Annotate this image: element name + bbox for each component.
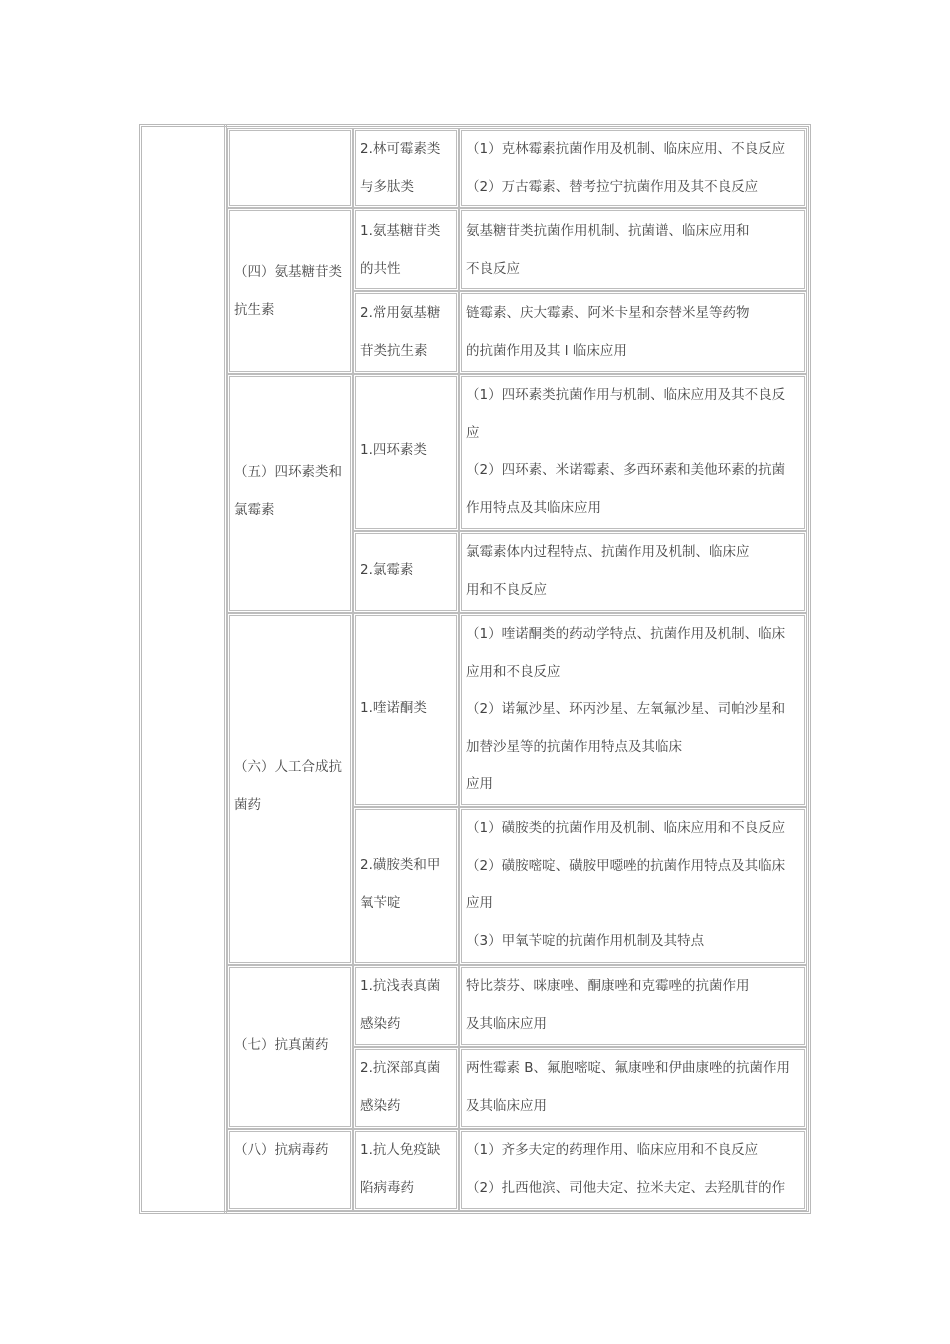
text-line: 2.常用氨基糖 <box>360 305 441 321</box>
content-cell <box>459 1047 807 1129</box>
text-line: 应 <box>466 424 480 441</box>
text-line: （3）甲氧苄啶的抗菌作用机制及其特点 <box>466 932 705 949</box>
text-line: 氧苄啶 <box>360 894 401 911</box>
text-line: 特比萘芬、咪康唑、酮康唑和克霉唑的抗菌作用 <box>466 978 750 994</box>
content-cell <box>459 208 807 291</box>
text-line: （六）人工合成抗 <box>234 759 342 775</box>
content-cell <box>459 128 807 208</box>
text-line: （八）抗病毒药 <box>234 1142 329 1158</box>
text-line: 苷类抗生素 <box>360 342 428 359</box>
content-cell <box>459 531 807 613</box>
text-line: 及其临床应用 <box>466 1097 547 1114</box>
text-line: （2）万古霉素、替考拉宁抗菌作用及其不良反应 <box>466 178 759 195</box>
text-line: 陷病毒药 <box>360 1179 414 1196</box>
leftmost-empty-column <box>139 124 227 1214</box>
text-line: 2.氯霉素 <box>360 562 414 578</box>
subcategory-cell <box>353 613 459 807</box>
text-line: （1）喹诺酮类的药动学特点、抗菌作用及机制、临床 <box>466 626 786 642</box>
text-line: 2.林可霉素类 <box>360 141 441 157</box>
category-cell <box>227 1129 353 1211</box>
text-line: （2）磺胺嘧啶、磺胺甲噁唑的抗菌作用特点及其临床 <box>466 857 786 874</box>
category-cell <box>227 128 353 208</box>
content-cell <box>459 807 807 965</box>
text-line: （1）克林霉素抗菌作用及机制、临床应用、不良反应 <box>466 141 786 157</box>
text-line: 感染药 <box>360 1015 401 1032</box>
text-line: 应用 <box>466 776 493 792</box>
text-line: （七）抗真菌药 <box>234 1037 329 1053</box>
content-cell <box>459 613 807 807</box>
text-line: 1.抗浅表真菌 <box>360 978 441 994</box>
text-line: （1）四环素类抗菌作用与机制、临床应用及其不良反 <box>466 387 786 403</box>
text-line: 1.喹诺酮类 <box>360 700 427 716</box>
text-line: 应用和不良反应 <box>466 663 561 680</box>
text-line: （2）四环素、米诺霉素、多西环素和美他环素的抗菌 <box>466 462 786 478</box>
text-line: （2）扎西他滨、司他夫定、拉米夫定、去羟肌苷的作 <box>466 1179 786 1196</box>
text-line: 加替沙星等的抗菌作用特点及其临床 <box>466 738 682 755</box>
subcategory-cell <box>353 128 459 208</box>
text-line: 感染药 <box>360 1097 401 1114</box>
text-line: 作用特点及其临床应用 <box>466 499 601 516</box>
text-line: 1.四环素类 <box>360 442 427 458</box>
text-line: 用和不良反应 <box>466 581 547 598</box>
text-line: 1.氨基糖苷类 <box>360 223 441 239</box>
content-cell <box>459 1129 807 1211</box>
text-line: 1.抗人免疫缺 <box>360 1142 441 1158</box>
text-line: 不良反应 <box>466 260 520 277</box>
subcategory-cell <box>353 807 459 965</box>
subcategory-cell <box>353 208 459 291</box>
text-line: 抗生素 <box>234 301 275 318</box>
text-line: （五）四环素类和 <box>234 464 342 480</box>
text-line: 与多肽类 <box>360 178 414 195</box>
text-line: （四）氨基糖苷类 <box>234 264 342 280</box>
text-line: （2）诺氟沙星、环丙沙星、左氧氟沙星、司帕沙星和 <box>466 701 786 717</box>
subcategory-cell <box>353 374 459 531</box>
text-line: 氯霉素体内过程特点、抗菌作用及机制、临床应 <box>466 544 750 560</box>
content-cell <box>459 291 807 374</box>
text-line: 及其临床应用 <box>466 1015 547 1032</box>
text-line: 菌药 <box>234 796 261 813</box>
category-cell <box>227 374 353 613</box>
text-line: 应用 <box>466 895 493 911</box>
subcategory-cell <box>353 531 459 613</box>
text-line: 链霉素、庆大霉素、阿米卡星和奈替米星等药物 <box>466 305 750 321</box>
text-line: 的抗菌作用及其 l 临床应用 <box>466 342 627 359</box>
subcategory-cell <box>353 1047 459 1129</box>
text-line: （1）齐多夫定的药理作用、临床应用和不良反应 <box>466 1142 759 1158</box>
text-line: 的共性 <box>360 260 401 277</box>
subcategory-cell <box>353 965 459 1047</box>
subcategory-cell <box>353 291 459 374</box>
text-line: 氨基糖苷类抗菌作用机制、抗菌谱、临床应用和 <box>466 223 750 239</box>
text-line: 两性霉素 B、氟胞嘧啶、氟康唑和伊曲康唑的抗菌作用 <box>466 1060 791 1076</box>
text-line: （1）磺胺类的抗菌作用及机制、临床应用和不良反应 <box>466 820 786 836</box>
category-cell <box>227 613 353 965</box>
content-cell <box>459 374 807 531</box>
text-line: 氯霉素 <box>234 501 275 518</box>
text-line: 2.抗深部真菌 <box>360 1060 441 1076</box>
subcategory-cell <box>353 1129 459 1211</box>
category-cell <box>227 965 353 1129</box>
content-cell <box>459 965 807 1047</box>
category-cell <box>227 208 353 374</box>
text-line: 2.磺胺类和甲 <box>360 857 441 873</box>
